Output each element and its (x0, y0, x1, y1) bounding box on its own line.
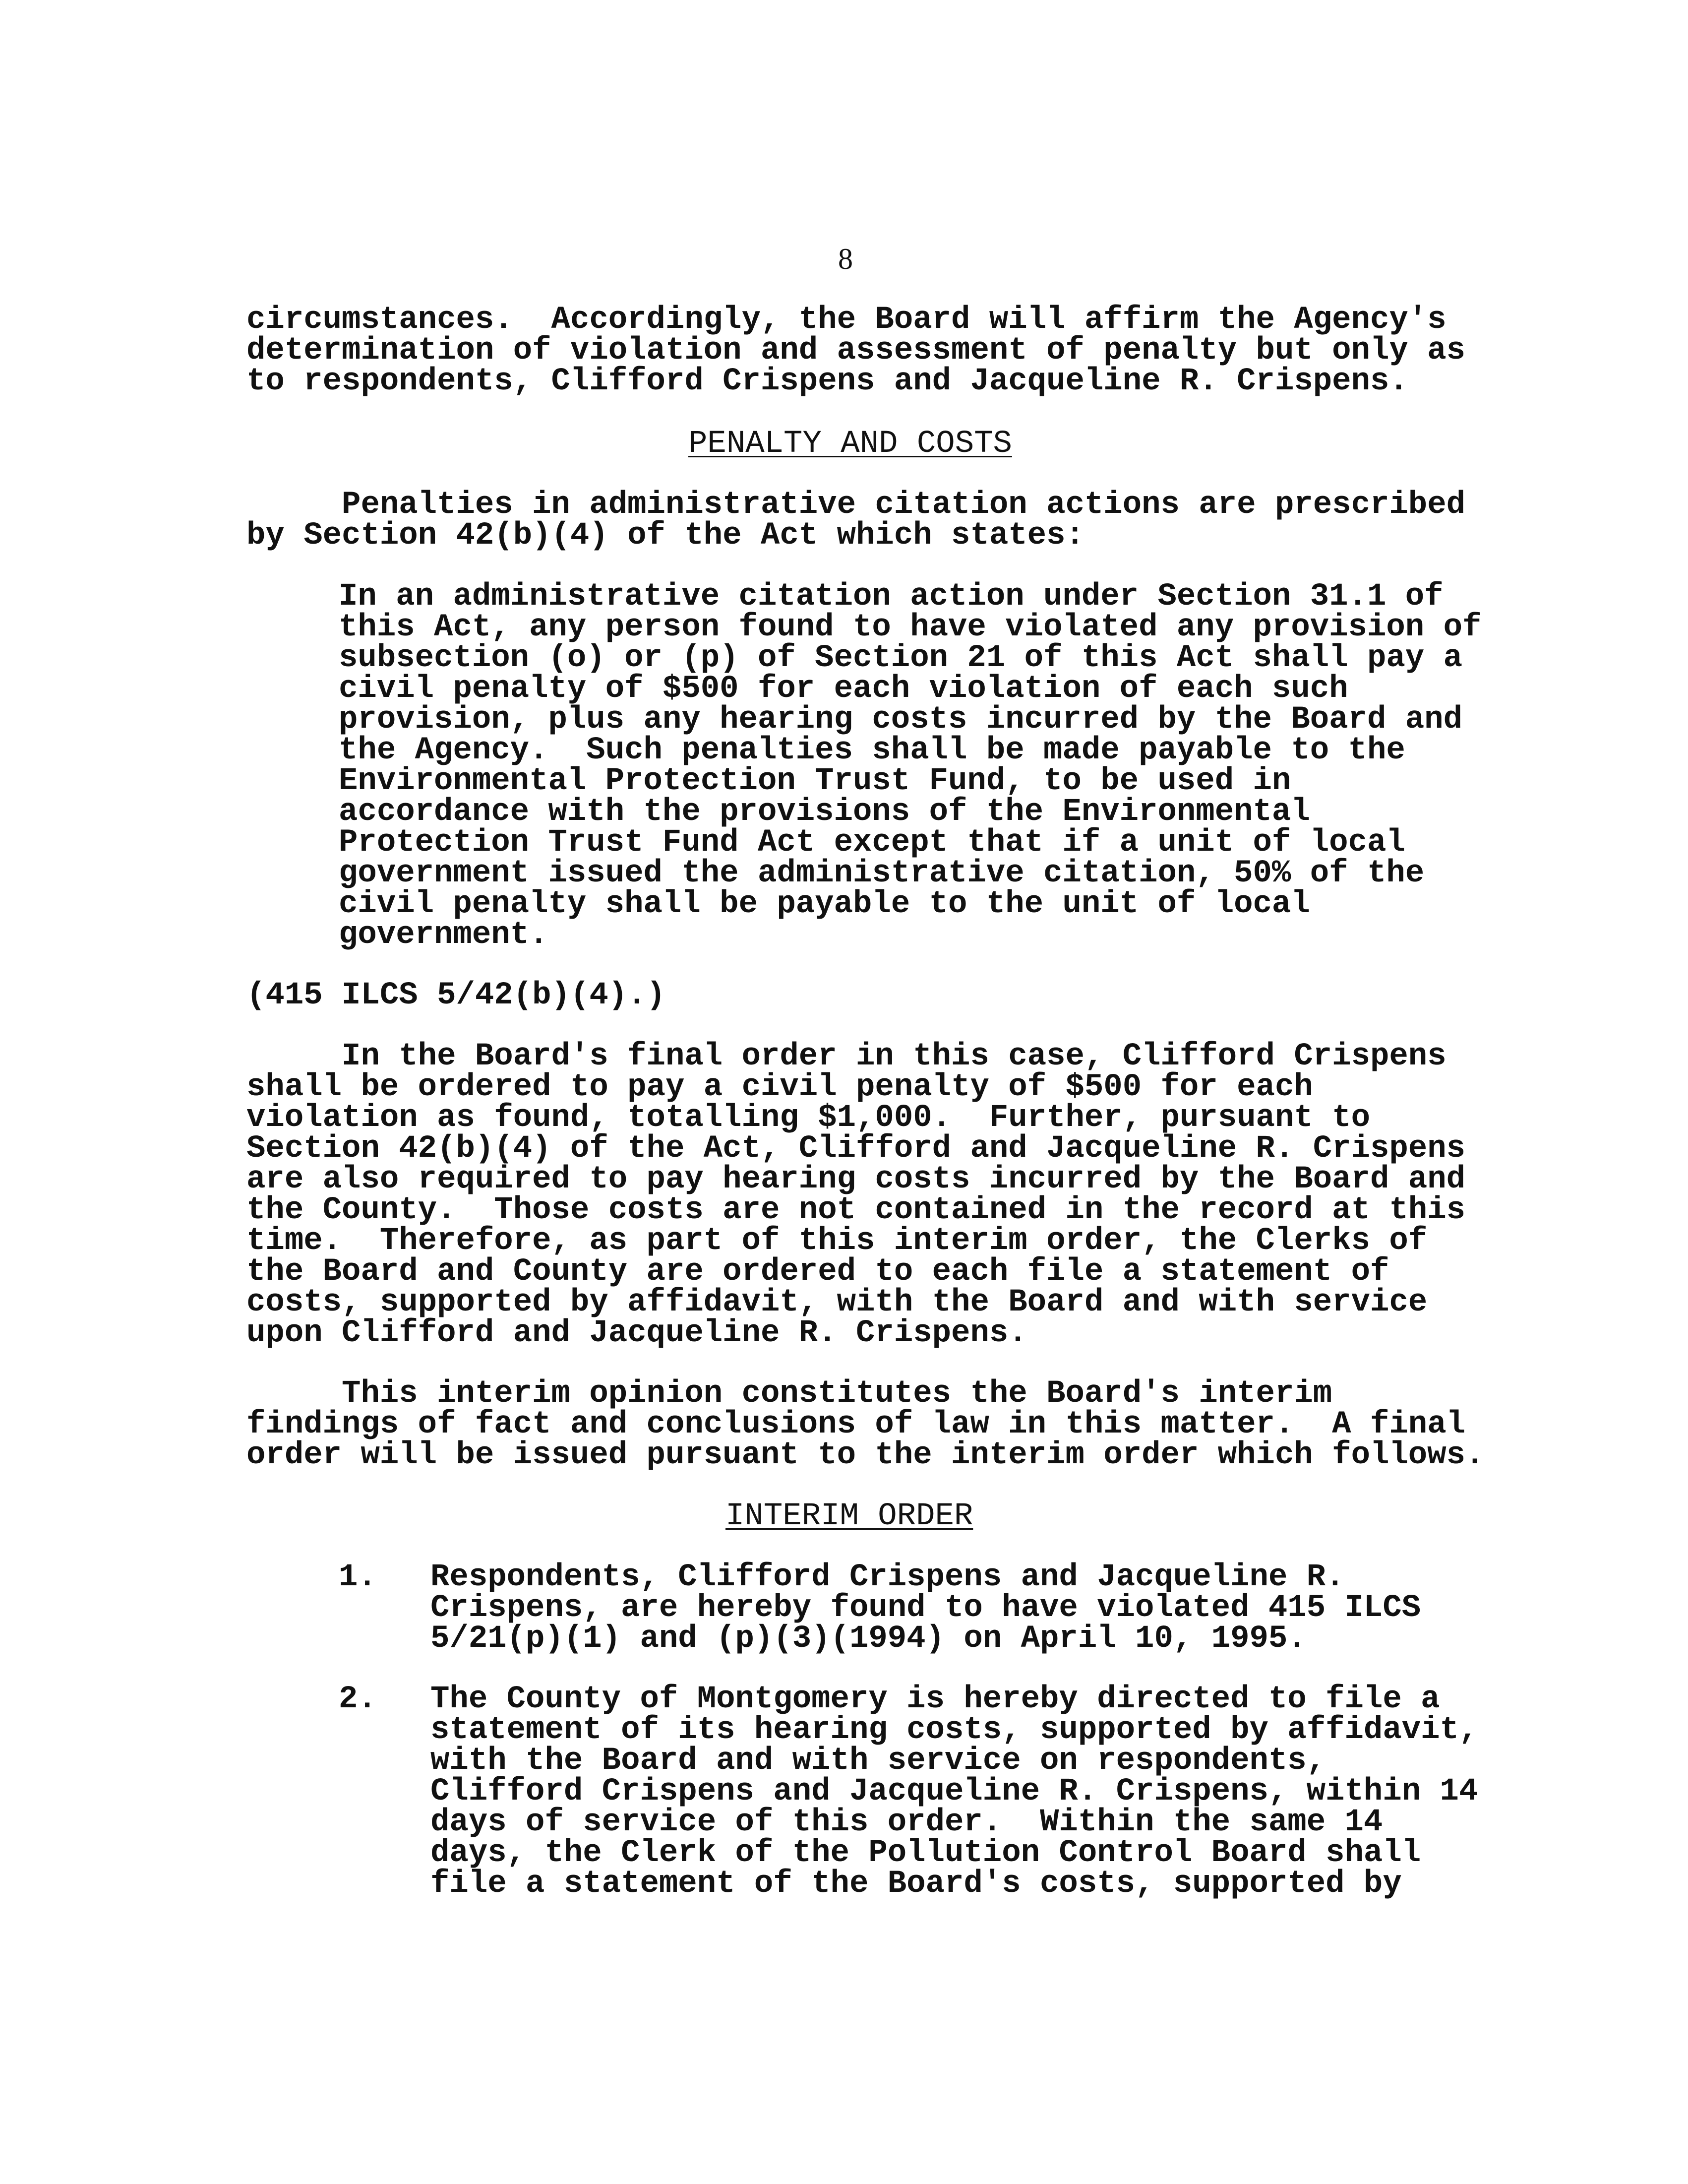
order-line-8: the Board and County are ordered to each file a statement of (246, 1254, 1389, 1290)
order-line-3: violation as found, totalling $1,000. Further, pursuant to (246, 1100, 1370, 1136)
page-number: 8 (838, 243, 853, 275)
quote-line-6: the Agency. Such penalties shall be made payable to the (339, 733, 1405, 768)
quote-line-2: this Act, any person found to have violated any provision of (339, 610, 1482, 645)
penalty-intro-line-1: Penalties in administrative citation actions are prescribed (246, 487, 1465, 523)
order-line-5: are also required to pay hearing costs incurred by the Board and (246, 1162, 1465, 1197)
item-1-line-1: Respondents, Clifford Crispens and Jacqueline R. (430, 1560, 1345, 1595)
quote-line-4: civil penalty of $500 for each violation of each such (339, 671, 1348, 707)
findings-line-1: This interim opinion constitutes the Board's interim (246, 1376, 1332, 1412)
quote-line-11: civil penalty shall be payable to the unit of local (339, 886, 1310, 922)
interim-order-heading: INTERIM ORDER (725, 1498, 973, 1534)
findings-line-3: order will be issued pursuant to the interim order which follows. (246, 1437, 1485, 1473)
quote-line-8: accordance with the provisions of the Environmental (339, 794, 1310, 830)
item-1-line-2: Crispens, are hereby found to have violated 415 ILCS (430, 1590, 1421, 1626)
item-2-line-1: The County of Montgomery is hereby directed to file a (430, 1682, 1440, 1717)
item-2-line-3: with the Board and with service on respondents, (430, 1743, 1326, 1779)
intro-line-2: determination of violation and assessment of penalty but only as (246, 333, 1465, 369)
findings-line-2: findings of fact and conclusions of law in this matter. A final (246, 1407, 1465, 1442)
quote-line-10: government issued the administrative citation, 50% of the (339, 856, 1425, 891)
item-2-line-6: days, the Clerk of the Pollution Control Board shall (430, 1835, 1421, 1871)
quote-line-3: subsection (o) or (p) of Section 21 of this Act shall pay a (339, 640, 1462, 676)
statute-citation: (415 ILCS 5/42(b)(4).) (246, 978, 665, 1013)
quote-line-5: provision, plus any hearing costs incurred by the Board and (339, 702, 1462, 738)
order-line-4: Section 42(b)(4) of the Act, Clifford and Jacqueline R. Crispens (246, 1131, 1465, 1167)
intro-line-1: circumstances. Accordingly, the Board will affirm the Agency's (246, 302, 1447, 338)
item-2-number: 2. (339, 1682, 377, 1717)
quote-line-7: Environmental Protection Trust Fund, to be used in (339, 763, 1291, 799)
order-line-7: time. Therefore, as part of this interim order, the Clerks of (246, 1223, 1428, 1259)
item-2-line-4: Clifford Crispens and Jacqueline R. Crispens, within 14 (430, 1774, 1478, 1810)
order-line-2: shall be ordered to pay a civil penalty of $500 for each (246, 1069, 1313, 1105)
intro-line-3: to respondents, Clifford Crispens and Jacqueline R. Crispens. (246, 364, 1408, 399)
penalty-intro-line-2: by Section 42(b)(4) of the Act which states: (246, 518, 1085, 554)
order-line-10: upon Clifford and Jacqueline R. Crispens. (246, 1315, 1027, 1351)
order-line-1: In the Board's final order in this case, Clifford Crispens (246, 1039, 1447, 1074)
quote-line-9: Protection Trust Fund Act except that if a unit of local (339, 825, 1405, 861)
penalty-heading: PENALTY AND COSTS (688, 426, 1012, 462)
item-1-number: 1. (339, 1560, 377, 1595)
item-1-line-3: 5/21(p)(1) and (p)(3)(1994) on April 10, 1995. (430, 1621, 1307, 1657)
item-2-line-2: statement of its hearing costs, supported by affidavit, (430, 1712, 1478, 1748)
order-line-9: costs, supported by affidavit, with the Board and with service (246, 1285, 1428, 1320)
order-line-6: the County. Those costs are not contained in the record at this (246, 1192, 1465, 1228)
quote-line-12: government. (339, 917, 548, 953)
quote-line-1: In an administrative citation action under Section 31.1 of (339, 579, 1444, 615)
item-2-line-7: file a statement of the Board's costs, supported by (430, 1866, 1402, 1902)
item-2-line-5: days of service of this order. Within the same 14 (430, 1805, 1383, 1840)
